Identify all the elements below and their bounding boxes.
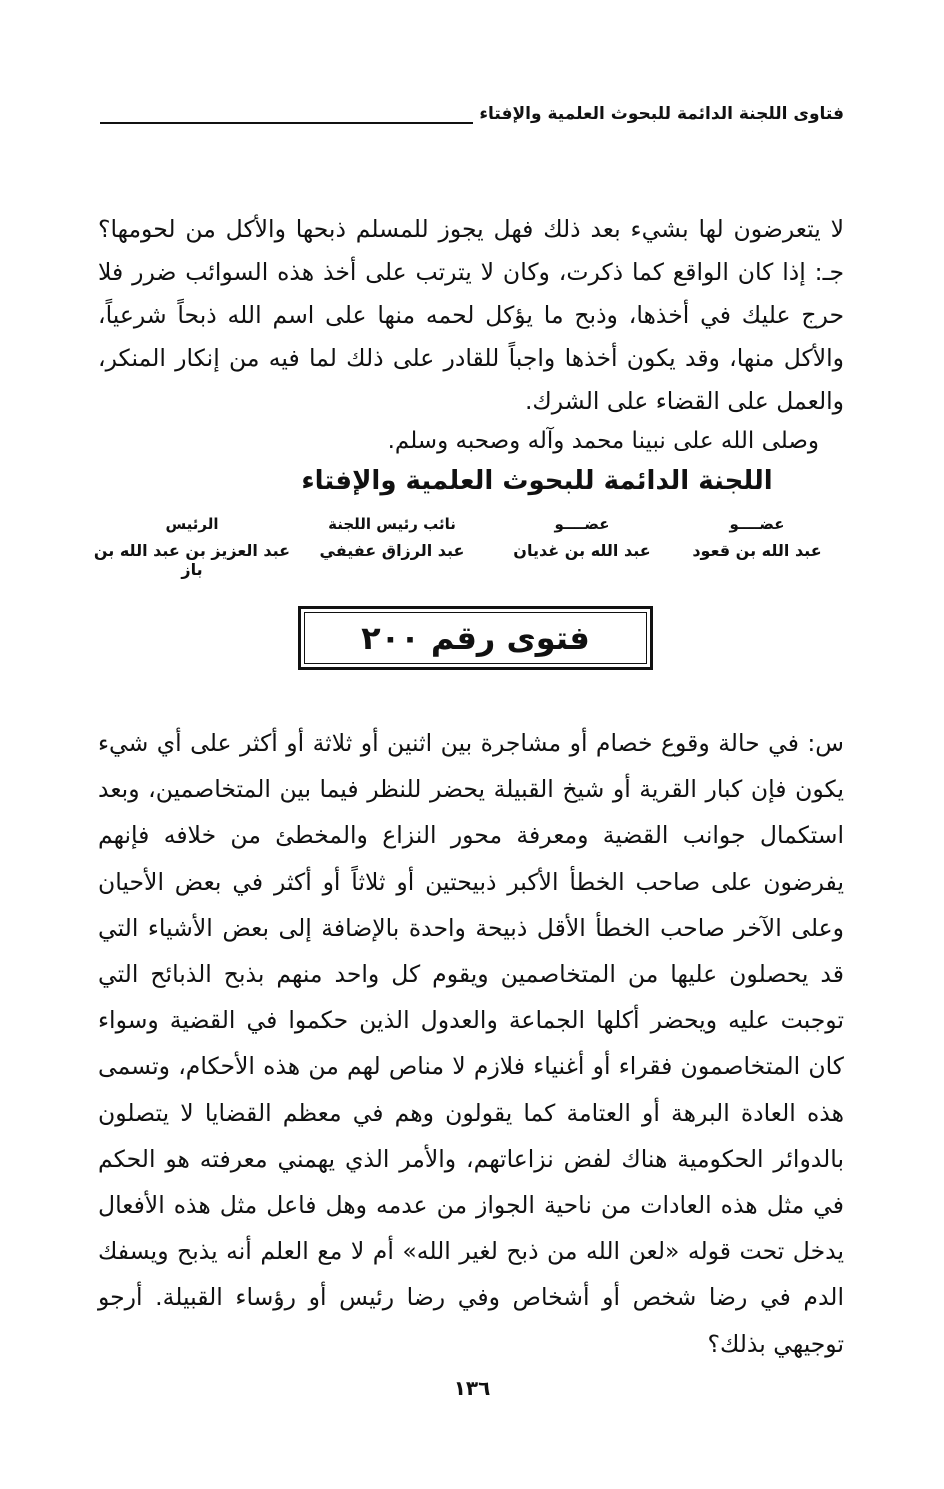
signature-name: عبد العزيز بن عبد الله بن باز [93,541,291,579]
committee-name: اللجنة الدائمة للبحوث العلمية والإفتاء [301,466,773,496]
answer-paragraph: لا يتعرضون لها بشيء بعد ذلك فهل يجوز للمسلم ذبحها والأكل من لحومها؟ جـ: إذا كان الواقع كما ذكرت، وكان لا يترتب على أخذ هذه السوائب ضرر فلا حرج عليك في أخذها، وذبح ما يؤكل لحمه منها على اسم الله ذبحاً شرعياً، والأكل منها، وقد يكون أخذها واجباً للقادر على ذلك لما فيه من إنكار المنكر، والعمل على القضاء على الشرك. [98,215,844,415]
closing-blessing: وصلى الله على نبينا محمد وآله وصحبه وسلم. [387,428,819,454]
signature-role: عضــــو [729,515,785,533]
signature-vice-chair [292,515,492,560]
signature-name: عبد الله بن قعود [692,541,822,560]
running-title: فتاوى اللجنة الدائمة للبحوث العلمية والإفتاء [473,104,844,124]
signature-name: عبد الرزاق عفيفي [319,541,465,560]
signature-member-2 [507,515,657,560]
signature-role: الرئيس [165,515,219,533]
signature-member-1 [682,515,832,560]
fatwa-title-box [298,606,653,670]
signature-role: نائب رئيس اللجنة [328,515,456,533]
signature-block [93,515,832,579]
signature-name: عبد الله بن غديان [513,541,651,560]
page-number: ١٣٦ [453,1376,491,1400]
signature-role: عضــــو [554,515,610,533]
fatwa-title: فتوى رقم ٢٠٠ [361,619,590,657]
running-header [100,104,844,134]
question-paragraph: س: في حالة وقوع خصام أو مشاجرة بين اثنين أو ثلاثة أو أكثر على أي شيء يكون فإن كبار القرية أو شيخ القبيلة يحضر للنظر فيما بين المتخاصمين، وبعد استكمال جوانب القضية ومعرفة محور النزاع والمخطئ من خلافه فإنهم يفرضون على صاحب الخطأ الأكبر ذبيحتين أو ثلاثاً أو أكثر في بعض الأحيان وعلى الآخر صاحب الخطأ الأقل ذبيحة واحدة بالإضافة إلى بعض الأشياء التي قد يحصلون عليها من المتخاصمين ويقوم كل واحد منهم بذبح الذبائح التي توجبت عليه ويحضر أكلها الجماعة والعدول الذين حكموا في القضية وسواء كان المتخاصمون فقراء أو أغنياء فلازم لا مناص لهم من هذه الأحكام، وتسمى هذه العادة البرهة أو العتامة كما يقولون وهم في معظم القضايا لا يتصلون بالدوائر الحكومية هناك لفض نزاعاتهم، والأمر الذي يهمني معرفته هو الحكم في مثل هذه العادات من ناحية الجواز من عدمه وهل فاعل مثل هذه الأفعال يدخل تحت قوله «لعن الله من ذبح لغير الله» أم لا مع العلم أنه يذبح ويسفك الدم في رضا شخص أو أشخاص وفي رضا رئيس أو رؤساء القبيلة. أرجو توجيهي بذلك؟ [98,729,844,1358]
signature-chair [92,515,292,579]
